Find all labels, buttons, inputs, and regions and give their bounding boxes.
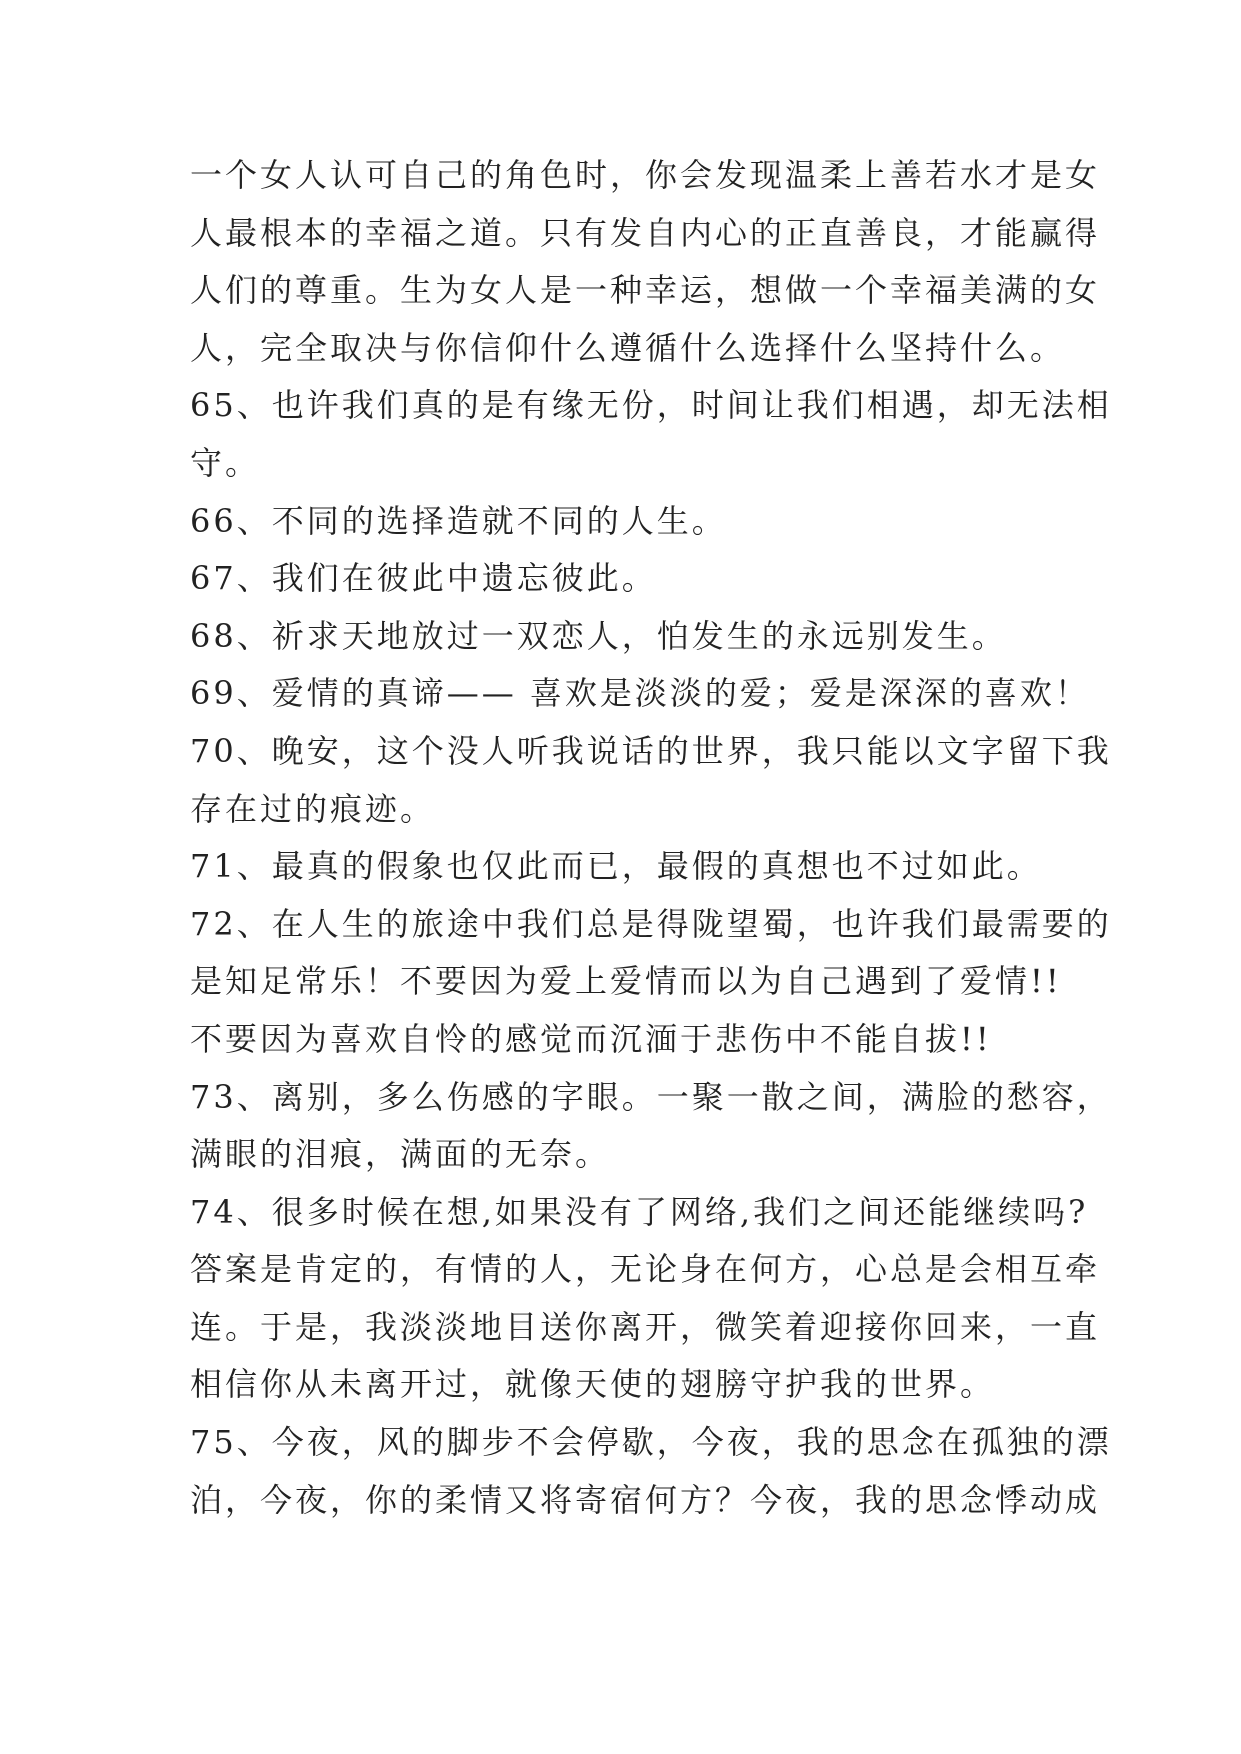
text-line: 66、不同的选择造就不同的人生。 [190,501,727,540]
text-line: 人，完全取决与你信仰什么遵循什么选择什么坚持什么。 [190,328,1066,367]
text-line: 人们的尊重。生为女人是一种幸运，想做一个幸福美满的女 [190,271,1101,310]
text-line: 相信你从未离开过，就像天使的翅膀守护我的世界。 [190,1365,996,1404]
text-line: 69、爱情的真谛—— 喜欢是淡淡的爱；爱是深深的喜欢！ [190,674,1090,713]
text-line: 一个女人认可自己的角色时，你会发现温柔上善若水才是女 [190,156,1101,194]
text-line: 是知足常乐！不要因为爱上爱情而以为自己遇到了爱情!! [190,962,1062,1001]
text-line: 不要因为喜欢自怜的感觉而沉湎于悲伤中不能自拔!! [190,1019,992,1058]
text-line: 连。于是，我淡淡地目送你离开，微笑着迎接你回来，一直 [190,1307,1101,1346]
text-line: 65、也许我们真的是有缘无份，时间让我们相遇，却无法相 [190,386,1112,425]
text-line: 答案是肯定的，有情的人，无论身在何方，心总是会相互牵 [190,1250,1101,1289]
body-text [190,147,1112,1529]
text-line: 守。 [190,443,261,482]
text-line: 72、在人生的旅途中我们总是得陇望蜀，也许我们最需要的 [190,904,1112,943]
text-line: 存在过的痕迹。 [190,789,436,828]
text-line: 人最根本的幸福之道。只有发自内心的正直善良，才能赢得 [190,213,1101,252]
text-line: 73、离别，多么伤感的字眼。一聚一散之间，满脸的愁容， [190,1077,1112,1116]
text-line: 70、晚安，这个没人听我说话的世界，我只能以文字留下我 [190,731,1112,770]
text-line: 泊，今夜，你的柔情又将寄宿何方？今夜，我的思念悸动成 [190,1480,1101,1519]
text-line: 68、祈求天地放过一双恋人，怕发生的永远别发生。 [190,616,1007,655]
text-line: 满眼的泪痕，满面的无奈。 [190,1135,611,1174]
text-line: 67、我们在彼此中遗忘彼此。 [190,559,657,598]
text-line: 71、最真的假象也仅此而已，最假的真想也不过如此。 [190,847,1042,886]
text-line: 75、今夜，风的脚步不会停歇，今夜，我的思念在孤独的漂 [190,1423,1112,1462]
text-line: 74、很多时候在想,如果没有了网络,我们之间还能继续吗? [190,1192,1089,1231]
